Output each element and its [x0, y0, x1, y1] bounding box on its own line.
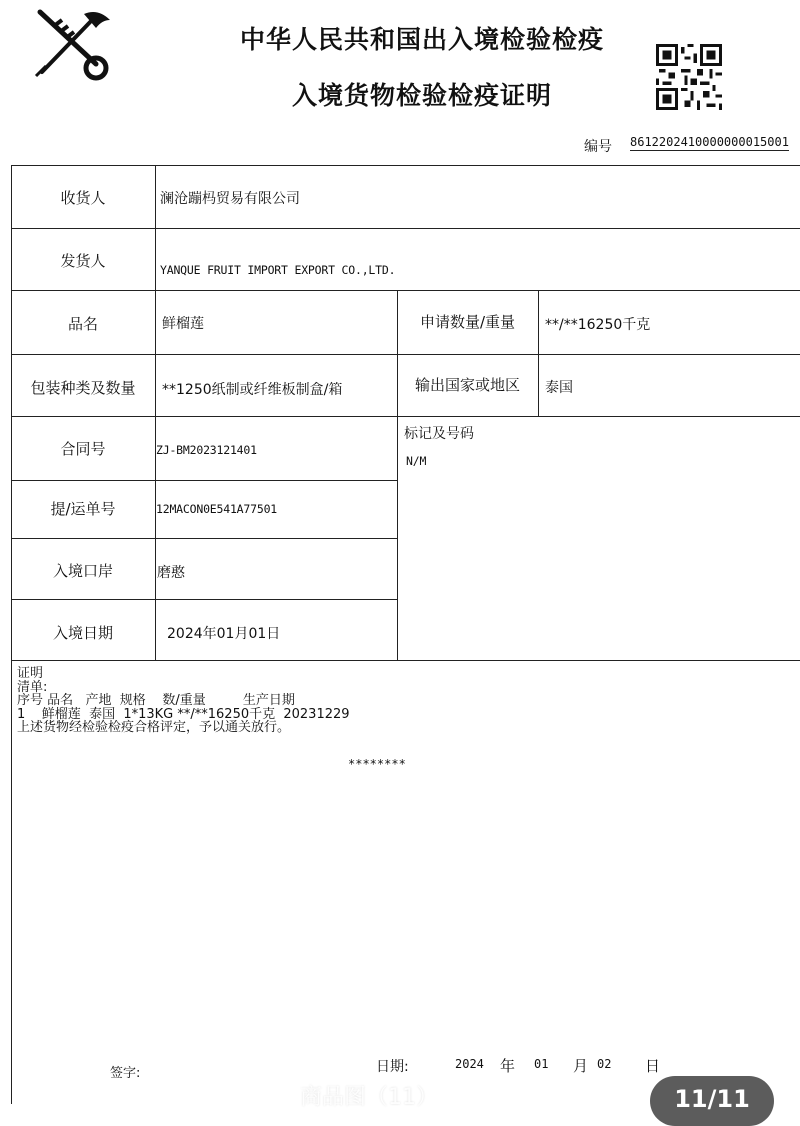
certificate-statement: 上述货物经检验检疫合格评定，予以通关放行。	[17, 720, 291, 735]
serial-number-value: 8612202410000000015001	[630, 135, 789, 149]
image-caption: 商品图（11）	[300, 1085, 438, 1110]
document-title: 中华人民共和国出入境检验检疫	[239, 25, 604, 54]
marks-value: N/M	[406, 454, 427, 468]
product-value: 鲜榴莲	[162, 316, 204, 332]
packaging-value: **1250纸制或纤维板制盒/箱	[162, 382, 343, 398]
certificate-body	[17, 667, 350, 735]
issue-month: 01	[534, 1057, 549, 1071]
certificate-end-marker: ********	[348, 757, 406, 771]
issue-year-unit: 年	[500, 1057, 516, 1075]
entry-date-label: 入境日期	[52, 624, 113, 642]
entry-date-value: 2024年01月01日	[167, 626, 281, 642]
quantity-value: **/**16250千克	[545, 317, 651, 333]
contract-label: 合同号	[60, 440, 106, 458]
issue-day: 02	[597, 1057, 612, 1071]
contract-value: ZJ-BM2023121401	[156, 443, 257, 457]
consignee-label: 收货人	[60, 189, 106, 207]
marks-label: 标记及号码	[404, 426, 474, 442]
origin-value: 泰国	[545, 380, 573, 396]
product-label: 品名	[67, 315, 98, 333]
issue-year: 2024	[455, 1057, 484, 1071]
document-subtitle: 入境货物检验检疫证明	[291, 81, 552, 110]
serial-number-label: 编号	[584, 139, 612, 155]
consignor-label: 发货人	[60, 252, 106, 270]
quantity-label: 申请数量/重量	[419, 313, 516, 331]
signature-label: 签字:	[110, 1066, 141, 1081]
consignor-value: YANQUE FRUIT IMPORT EXPORT CO.,LTD.	[160, 263, 396, 277]
page-indicator[interactable]: 11/11	[650, 1076, 774, 1126]
origin-label: 输出国家或地区	[414, 376, 520, 394]
certificate-list-row: 1 鲜榴莲 泰国 1*13KG **/**16250千克 20231229	[17, 706, 350, 722]
certificate-list-header: 序号 品名 产地 规格 数/重量 生产日期	[17, 693, 295, 708]
packaging-label: 包装种类及数量	[30, 379, 136, 397]
bill-of-lading-value: 12MACON0E541A77501	[156, 502, 278, 516]
entry-port-label: 入境口岸	[52, 562, 113, 580]
issue-day-unit: 日	[645, 1057, 661, 1075]
issue-date-label: 日期:	[376, 1059, 409, 1075]
entry-port-value: 磨憨	[157, 565, 185, 581]
qr-code-icon	[656, 44, 722, 110]
issue-month-unit: 月	[573, 1057, 589, 1075]
bill-of-lading-label: 提/运单号	[50, 500, 116, 518]
certificate-list-label: 清单:	[17, 679, 48, 695]
consignee-value: 澜沧蹦杩贸易有限公司	[160, 191, 300, 207]
certificate-heading: 证明	[17, 666, 44, 681]
